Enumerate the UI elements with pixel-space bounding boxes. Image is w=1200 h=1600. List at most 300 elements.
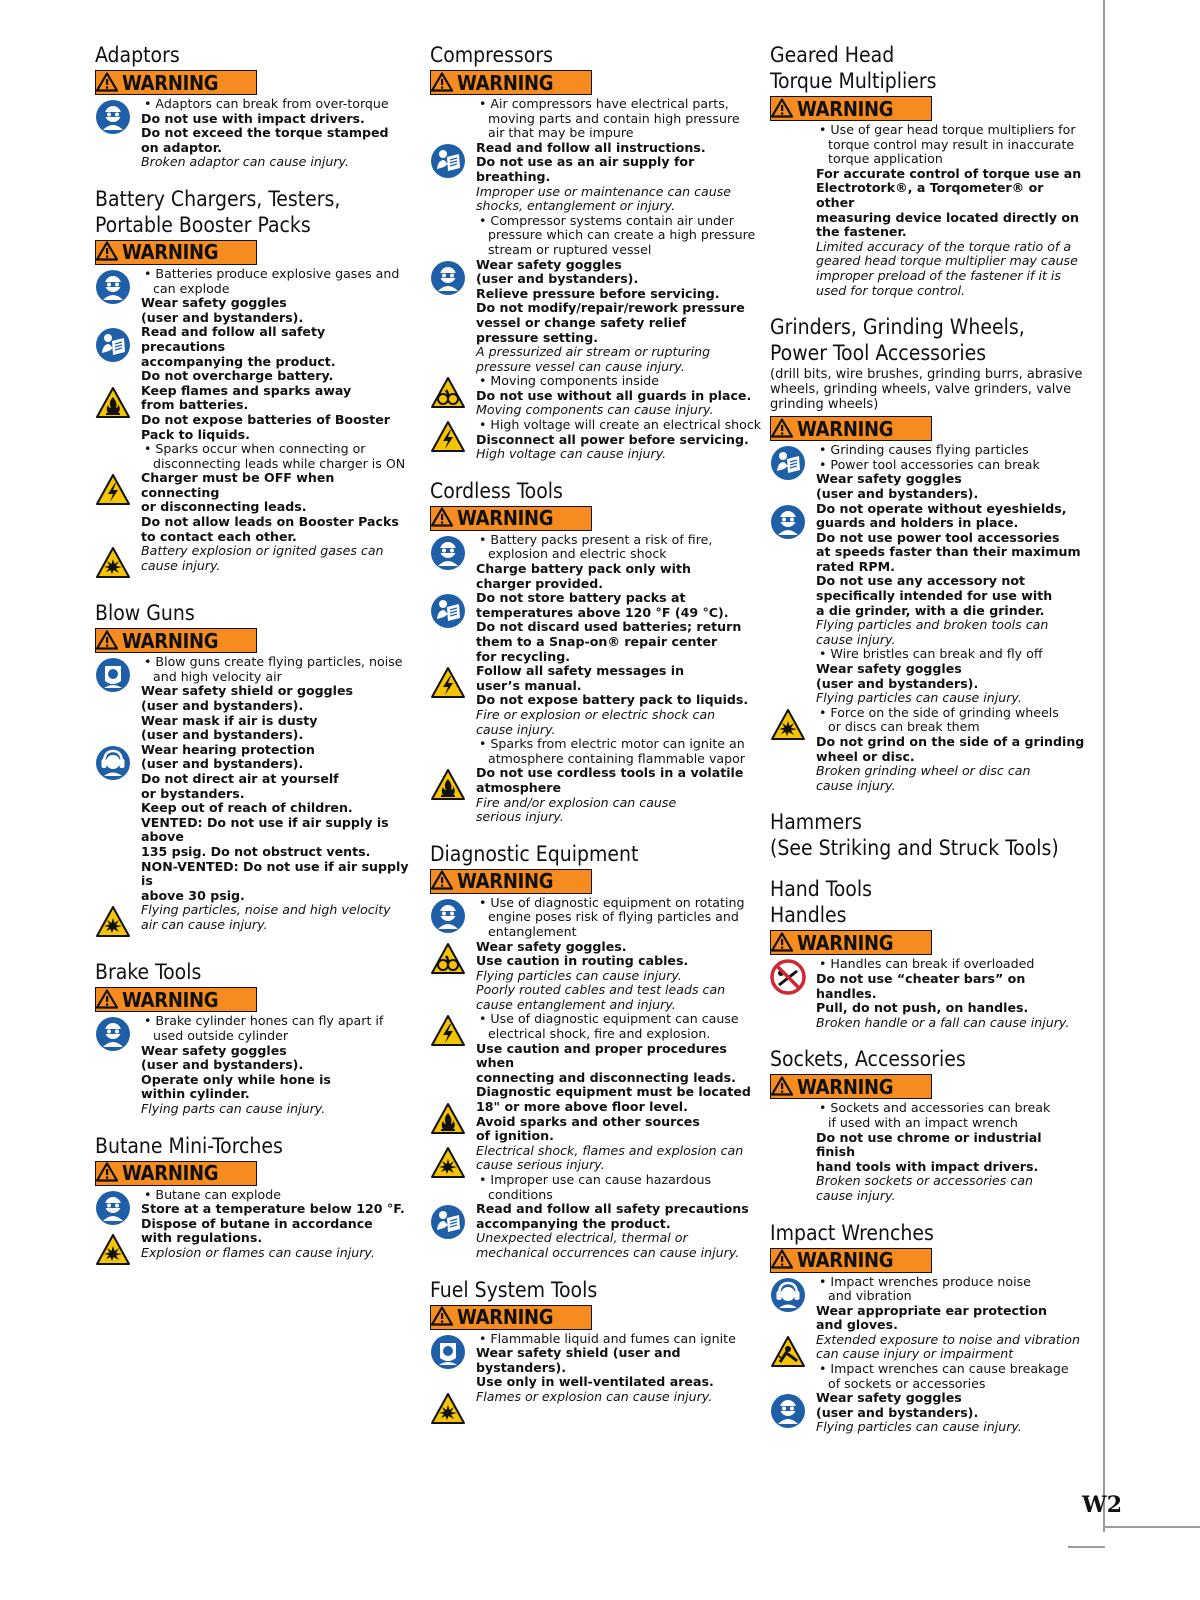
entry-line: Unexpected electrical, thermal or xyxy=(476,1230,688,1246)
explosion-hazard-icon xyxy=(430,1146,466,1184)
entry-line: Read and follow all instructions. xyxy=(476,139,706,155)
warning-triangle-icon xyxy=(96,630,122,652)
entry-line: cause injury. xyxy=(141,557,221,573)
section-title: Battery Chargers, Testers, xyxy=(95,186,341,211)
entry-line: (user and bystanders). xyxy=(141,309,304,325)
icon-cell xyxy=(430,1144,476,1184)
section-title-line-2: Handles xyxy=(770,903,847,928)
icon-cell xyxy=(770,1275,816,1317)
entry-line: Do not use with impact drivers. xyxy=(141,110,365,126)
section xyxy=(430,843,762,1261)
entry-line: torque control may result in inaccurate xyxy=(828,136,1075,152)
icon-cell xyxy=(430,896,476,938)
entry-line: Relieve pressure before servicing. xyxy=(476,285,720,301)
safety-entry xyxy=(770,1275,1085,1333)
entry-line: Do not exceed the torque stamped xyxy=(141,125,389,141)
entry-line: Do not modify/repair/rework pressure xyxy=(476,300,745,316)
safety-entry xyxy=(770,1101,1085,1203)
warning-banner xyxy=(430,70,592,95)
entry-text xyxy=(141,743,413,904)
warning-banner xyxy=(95,987,257,1012)
face-shield-icon xyxy=(430,1334,466,1374)
entry-line: (user and bystanders). xyxy=(816,675,979,691)
entry-line: Wear safety goggles xyxy=(141,295,287,311)
entry-line: Improper use or maintenance can cause xyxy=(476,183,732,199)
warning-banner xyxy=(430,1305,592,1330)
section xyxy=(770,878,1085,1030)
entry-line: with regulations. xyxy=(141,1230,263,1246)
icon-cell xyxy=(95,1231,141,1271)
electric-shock-icon xyxy=(95,473,131,511)
entry-line: stream or ruptured vessel xyxy=(488,241,652,257)
section-title: Butane Mini-Torches xyxy=(95,1133,283,1158)
explosion-hazard-icon xyxy=(770,708,806,746)
warning-label: WARNING xyxy=(457,1305,554,1330)
entry-text xyxy=(141,903,413,932)
entry-line: Moving components can cause injury. xyxy=(476,402,714,418)
warning-triangle-icon xyxy=(771,932,797,954)
page-edge-rule xyxy=(1103,0,1105,1532)
entry-text xyxy=(816,706,1085,794)
explosion-hazard-icon xyxy=(95,905,131,943)
entry-line: moving parts and contain high pressure xyxy=(488,110,740,126)
entry-line: • Battery packs present a risk of fire, xyxy=(479,531,713,547)
safety-entry xyxy=(430,258,762,375)
section-title: Sockets, Accessories xyxy=(770,1047,966,1072)
section xyxy=(770,811,1085,860)
safety-entry xyxy=(430,533,762,591)
section-title-line-2: Torque Multipliers xyxy=(770,69,937,93)
entry-line: pressure which can create a high pressure xyxy=(488,227,756,243)
warning-label: WARNING xyxy=(797,930,894,955)
entry-text xyxy=(476,97,762,141)
entry-line: Do not use power tool accessories xyxy=(816,529,1060,545)
entry-text xyxy=(816,502,1085,706)
safety-entry xyxy=(430,664,762,766)
eye-protection-icon xyxy=(95,1016,131,1056)
entry-line: measuring device located directly on xyxy=(816,209,1079,225)
entry-line: VENTED: Do not use if air supply is above xyxy=(141,814,389,845)
safety-entry xyxy=(430,1100,762,1144)
warning-banner xyxy=(95,1161,257,1186)
safety-entry xyxy=(430,1390,762,1430)
fire-hazard-icon xyxy=(430,1102,466,1140)
section-title-line-2: Portable Booster Packs xyxy=(95,212,311,237)
warning-triangle-icon xyxy=(431,72,457,94)
entry-line: cause serious injury. xyxy=(476,1157,605,1173)
safety-entry xyxy=(95,325,413,383)
entry-line: guards and holders in place. xyxy=(816,515,1019,531)
column-2 xyxy=(430,44,762,1448)
electric-shock-icon xyxy=(430,1014,466,1052)
icon-cell xyxy=(430,533,476,575)
entry-line: • Brake cylinder hones can fly apart if xyxy=(144,1013,384,1029)
entry-line: Dispose of butane in accordance xyxy=(141,1215,373,1231)
entry-line: Store at a temperature below 120 °F. xyxy=(141,1201,405,1217)
icon-cell xyxy=(770,1333,816,1373)
entry-text xyxy=(476,141,762,258)
entry-line: Do not expose battery pack to liquids. xyxy=(476,692,749,708)
icon-cell xyxy=(430,1012,476,1052)
entry-line: Do not use “cheater bars” on handles. xyxy=(816,970,1026,1001)
entry-line: entanglement xyxy=(488,923,577,939)
section-title: Fuel System Tools xyxy=(430,1277,598,1302)
section xyxy=(430,1279,762,1430)
entry-line: For accurate control of torque use an xyxy=(816,165,1082,181)
safety-entry xyxy=(770,957,1085,1030)
entry-line: • Power tool accessories can break xyxy=(819,456,1040,472)
entry-line: Flying particles, noise and high velocity xyxy=(141,902,391,918)
eye-protection-icon xyxy=(430,260,466,300)
electric-shock-icon xyxy=(430,420,466,458)
section-title: Grinders, Grinding Wheels, xyxy=(770,315,1025,340)
warning-banner xyxy=(95,70,257,95)
icon-cell xyxy=(770,123,816,125)
entry-line: • Butane can explode xyxy=(144,1186,281,1202)
entry-text xyxy=(141,471,413,544)
entry-line: (user and bystanders). xyxy=(141,1057,304,1073)
entry-line: 135 psig. Do not obstruct vents. xyxy=(141,843,371,859)
icon-cell xyxy=(770,502,816,544)
entry-line: Broken sockets or accessories can xyxy=(816,1173,1033,1189)
entry-line: can explode xyxy=(153,280,230,296)
entry-text xyxy=(141,655,413,743)
entanglement-hazard-icon xyxy=(430,376,466,414)
warning-label: WARNING xyxy=(122,240,219,265)
icon-cell xyxy=(95,325,141,367)
icon-cell xyxy=(430,940,476,980)
entry-line: vessel or change safety relief xyxy=(476,314,687,330)
entry-line: • Wire bristles can break and fly off xyxy=(819,646,1043,662)
entry-line: 18" or more above floor level. xyxy=(476,1099,688,1115)
entanglement-hazard-icon xyxy=(430,942,466,980)
entry-line: Wear safety goggles xyxy=(816,471,962,487)
entry-text xyxy=(816,123,1085,298)
entry-text xyxy=(476,258,762,375)
explosion-hazard-icon xyxy=(95,1233,131,1271)
entry-line: • Moving components inside xyxy=(479,373,660,389)
section-title: Diagnostic Equipment xyxy=(430,841,639,866)
section-title: Impact Wrenches xyxy=(770,1220,934,1245)
entry-line: Wear safety goggles xyxy=(141,1042,287,1058)
entry-line: temperatures above 120 °F (49 °C). xyxy=(476,604,729,620)
icon-cell xyxy=(430,97,476,99)
entry-line: can cause injury or impairment xyxy=(816,1346,1014,1362)
entry-text xyxy=(141,384,413,472)
entry-line: accompanying the product. xyxy=(141,353,336,369)
entry-line: the fastener. xyxy=(816,224,907,240)
warning-label: WARNING xyxy=(797,1074,894,1099)
icon-cell xyxy=(430,1100,476,1140)
eye-protection-icon xyxy=(95,1190,131,1230)
entry-text xyxy=(476,1390,762,1405)
eye-protection-icon xyxy=(770,1393,806,1433)
icon-cell xyxy=(770,443,816,485)
warning-label: WARNING xyxy=(122,628,219,653)
entry-line: and vibration xyxy=(828,1288,912,1304)
entry-line: cause injury. xyxy=(476,721,556,737)
no-cheater-bar-icon xyxy=(770,959,806,999)
entry-text xyxy=(476,1332,762,1390)
warning-label: WARNING xyxy=(797,1248,894,1272)
warning-label: WARNING xyxy=(457,869,554,894)
entry-line: Flames or explosion can cause injury. xyxy=(476,1388,713,1404)
warning-banner xyxy=(430,869,592,894)
entry-line: conditions xyxy=(488,1186,553,1202)
section-title: Adaptors xyxy=(95,43,180,67)
page-tab-rule-bottom xyxy=(1068,1546,1105,1548)
safety-entry xyxy=(95,655,413,743)
entry-line: of sockets or accessories xyxy=(828,1375,986,1391)
entry-line: Wear safety shield or goggles xyxy=(141,683,354,699)
section xyxy=(430,44,762,462)
entry-line: Wear appropriate ear protection xyxy=(816,1302,1047,1318)
section xyxy=(430,480,762,825)
warning-triangle-icon xyxy=(96,72,122,94)
ear-protection-icon xyxy=(95,745,131,785)
read-manual-icon xyxy=(430,143,466,183)
entry-line: Wear hearing protection xyxy=(141,741,315,757)
entry-line: Do not use any accessory not xyxy=(816,573,1026,589)
entry-line: Pack to liquids. xyxy=(141,426,250,442)
entry-line: connecting and disconnecting leads. xyxy=(476,1069,736,1085)
entry-line: High voltage can cause injury. xyxy=(476,446,667,462)
entry-line: • Blow guns create flying particles, noise xyxy=(144,654,403,670)
entry-line: Wear mask if air is dusty xyxy=(141,712,318,728)
entry-line: cause injury. xyxy=(816,631,896,647)
warning-banner xyxy=(95,240,257,265)
entry-line: and high velocity air xyxy=(153,668,282,684)
entry-line: • Improper use can cause hazardous xyxy=(479,1172,712,1187)
warning-label: WARNING xyxy=(122,1161,219,1185)
warning-label: WARNING xyxy=(457,506,554,531)
section xyxy=(95,188,413,584)
safety-entry xyxy=(95,544,413,584)
entry-text xyxy=(141,97,413,170)
icon-cell xyxy=(430,374,476,414)
warning-banner xyxy=(770,1248,932,1273)
warning-banner xyxy=(430,506,592,531)
entry-line: Fire or explosion or electric shock can xyxy=(476,706,716,722)
entry-line: geared head torque multiplier may cause xyxy=(816,253,1078,269)
entry-line: and gloves. xyxy=(816,1317,898,1333)
section xyxy=(95,961,413,1116)
entry-line: used for torque control. xyxy=(816,282,966,298)
entry-line: • Handles can break if overloaded xyxy=(819,956,1035,972)
entry-line: air can cause injury. xyxy=(141,916,268,932)
entry-line: cause injury. xyxy=(816,1187,896,1203)
column-1 xyxy=(95,44,413,1289)
safety-entry xyxy=(770,123,1085,298)
section xyxy=(95,44,413,170)
entry-text xyxy=(816,1101,1085,1203)
vibration-hazard-icon xyxy=(770,1335,806,1373)
entry-text xyxy=(476,533,762,591)
entry-text xyxy=(476,418,762,462)
eye-protection-icon xyxy=(770,504,806,544)
entry-line: improper preload of the fastener if it is xyxy=(816,267,1061,283)
entry-line: accompanying the product. xyxy=(476,1215,671,1231)
entry-text xyxy=(476,766,762,824)
entry-line: of ignition. xyxy=(476,1128,554,1144)
icon-cell xyxy=(95,544,141,584)
warning-label: WARNING xyxy=(797,96,894,121)
read-manual-icon xyxy=(430,593,466,633)
icon-cell xyxy=(770,706,816,746)
entry-line: • Flammable liquid and fumes can ignite xyxy=(479,1330,736,1346)
safety-entry xyxy=(95,384,413,472)
warning-label: WARNING xyxy=(122,70,219,95)
warning-triangle-icon xyxy=(96,1162,122,1184)
entry-line: Flying particles can cause injury. xyxy=(476,967,682,983)
entry-line: • Batteries produce explosive gases and xyxy=(144,265,400,281)
entry-text xyxy=(141,544,413,573)
explosion-hazard-icon xyxy=(95,546,131,584)
icon-cell xyxy=(430,1202,476,1244)
section xyxy=(95,602,413,943)
entry-line: rated RPM. xyxy=(816,558,895,574)
eye-protection-icon xyxy=(95,99,131,139)
entry-line: Flying particles can cause injury. xyxy=(816,1419,1022,1435)
warning-banner xyxy=(770,930,932,955)
entry-line: cause injury. xyxy=(816,777,896,793)
safety-entry xyxy=(95,1231,413,1271)
electric-shock-icon xyxy=(430,666,466,704)
section-title: Compressors xyxy=(430,43,553,67)
warning-triangle-icon xyxy=(96,989,122,1011)
entry-text xyxy=(816,1275,1085,1333)
entry-line: pressure setting. xyxy=(476,329,599,345)
warning-banner xyxy=(770,1074,932,1099)
entry-line: • Impact wrenches can cause breakage xyxy=(819,1361,1069,1377)
entry-line: explosion and electric shock xyxy=(488,546,667,562)
safety-entry xyxy=(95,1014,413,1116)
entry-line: • Use of gear head torque multipliers for xyxy=(819,122,1076,137)
icon-cell xyxy=(430,258,476,300)
safety-entry xyxy=(770,1391,1085,1435)
entry-line: • Compressor systems contain air under xyxy=(479,212,734,228)
warning-triangle-icon xyxy=(771,1076,797,1098)
entry-line: Keep out of reach of children. xyxy=(141,800,353,816)
entry-line: from batteries. xyxy=(141,397,249,413)
entry-line: Flying particles and broken tools can xyxy=(816,617,1049,633)
section-title: Brake Tools xyxy=(95,960,202,985)
entry-line: Read and follow all safety precautions xyxy=(141,324,326,354)
entry-line: torque application xyxy=(828,151,943,167)
section-title-line-2: Power Tool Accessories xyxy=(770,341,987,366)
ear-protection-icon xyxy=(770,1277,806,1317)
entry-text xyxy=(816,443,1085,501)
safety-entry xyxy=(430,591,762,664)
entry-line: Broken adaptor can cause injury. xyxy=(141,154,349,170)
section xyxy=(95,1135,413,1272)
entry-line: Avoid sparks and other sources xyxy=(476,1113,700,1129)
entry-line: • Use of diagnostic equipment can cause xyxy=(479,1011,739,1027)
entry-line: or discs can break them xyxy=(828,719,980,735)
safety-entry xyxy=(430,940,762,1013)
safety-entry xyxy=(95,97,413,170)
entry-line: Extended exposure to noise and vibration xyxy=(816,1331,1080,1347)
entry-line: Explosion or flames can cause injury. xyxy=(141,1244,375,1260)
entry-line: charger provided. xyxy=(476,575,604,591)
fire-hazard-icon xyxy=(430,768,466,806)
entry-line: • Sockets and accessories can break xyxy=(819,1100,1051,1116)
icon-cell xyxy=(430,766,476,806)
entry-text xyxy=(476,591,762,664)
entry-line: Broken handle or a fall can cause injury. xyxy=(816,1014,1070,1030)
entry-text xyxy=(476,1202,762,1260)
read-manual-icon xyxy=(430,1204,466,1244)
entry-line: engine poses risk of flying particles and xyxy=(488,909,739,925)
icon-cell xyxy=(95,655,141,697)
icon-cell xyxy=(95,384,141,424)
icon-cell xyxy=(770,1101,816,1103)
section-subtitle: (drill bits, wire brushes, grinding burrs, abrasive wheels, grinding wheels, valve grinders, valve grinding wheels) xyxy=(770,367,1083,413)
icon-cell xyxy=(430,664,476,704)
icon-cell xyxy=(430,141,476,183)
eye-protection-icon xyxy=(430,535,466,575)
entry-line: them to a Snap-on® repair center xyxy=(476,634,718,649)
entry-line: Do not allow leads on Booster Packs xyxy=(141,514,399,530)
entry-line: above 30 psig. xyxy=(141,887,245,903)
safety-entry xyxy=(770,706,1085,794)
safety-entry xyxy=(430,766,762,824)
section xyxy=(770,1048,1085,1203)
entry-text xyxy=(476,1144,762,1202)
safety-entry xyxy=(430,1332,762,1390)
section-title: Geared Head xyxy=(770,43,895,67)
entry-line: • Use of diagnostic equipment on rotating xyxy=(479,894,745,910)
entry-line: air that may be impure xyxy=(488,125,634,141)
entry-line: • Impact wrenches produce noise xyxy=(819,1273,1031,1289)
entry-line: Follow all safety messages in xyxy=(476,663,685,679)
entry-line: or bystanders. xyxy=(141,785,245,801)
icon-cell xyxy=(95,97,141,139)
entry-line: Flying particles can cause injury. xyxy=(816,690,1022,706)
entry-line: • Force on the side of grinding wheels xyxy=(819,704,1059,720)
entry-line: (user and bystanders). xyxy=(816,1404,979,1420)
entry-text xyxy=(476,940,762,1013)
entry-line: • Adaptors can break from over-torque xyxy=(144,96,389,111)
read-manual-icon xyxy=(770,445,806,485)
entry-line: Wear safety goggles xyxy=(476,256,622,272)
entry-line: if used with an impact wrench xyxy=(828,1114,1018,1130)
entry-line: to contact each other. xyxy=(141,528,297,544)
entry-text xyxy=(816,957,1085,1030)
column-3 xyxy=(770,44,1085,1453)
entry-text xyxy=(476,1100,762,1144)
entry-line: pressure vessel can cause injury. xyxy=(476,358,685,374)
entry-line: • Sparks occur when connecting or xyxy=(144,441,366,457)
icon-cell xyxy=(770,1391,816,1433)
face-shield-icon xyxy=(95,657,131,697)
entry-text xyxy=(816,1391,1085,1435)
warning-triangle-icon xyxy=(771,98,797,120)
entry-line: • High voltage will create an electrical shock xyxy=(479,417,762,433)
safety-entry xyxy=(430,1012,762,1100)
entry-line: Wear safety shield (user and bystanders). xyxy=(476,1345,681,1375)
entry-line: cause entanglement and injury. xyxy=(476,996,676,1012)
entry-line: Do not grind on the side of a grinding xyxy=(816,734,1085,749)
entry-line: Do not expose batteries of Booster xyxy=(141,411,390,427)
entry-line: Do not overcharge battery. xyxy=(141,368,334,384)
entry-line: disconnecting leads while charger is ON xyxy=(153,455,406,471)
icon-cell xyxy=(95,743,141,785)
section-title-line-2: (See Striking and Struck Tools) xyxy=(770,836,1059,861)
entry-line: Wear safety goggles. xyxy=(476,938,627,954)
icon-cell xyxy=(770,957,816,999)
entry-line: wheel or disc. xyxy=(816,748,915,764)
